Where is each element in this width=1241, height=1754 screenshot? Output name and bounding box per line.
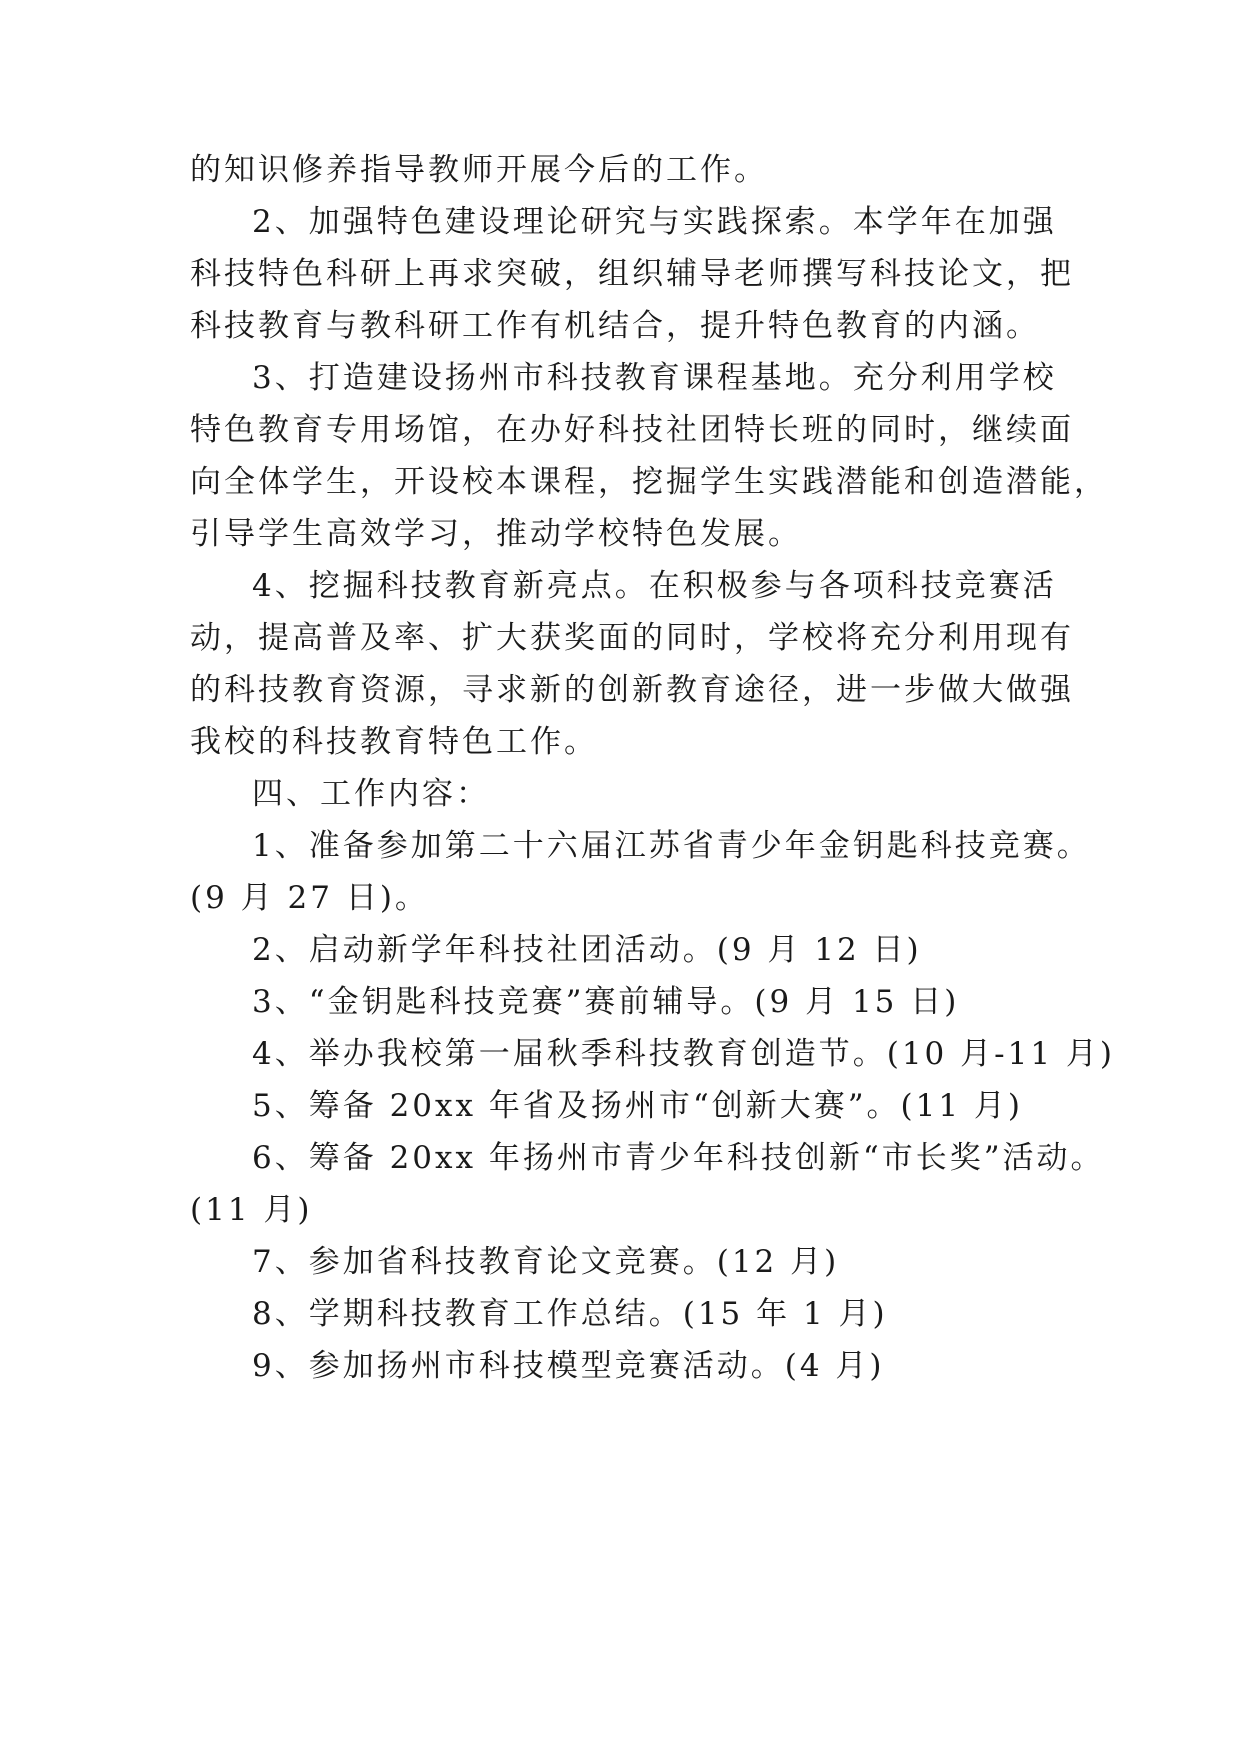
text-line-21: (11 月) <box>190 1192 313 1228</box>
text-line-12: 我校的科技教育特色工作。 <box>190 724 598 760</box>
text-line-06: 特色教育专用场馆，在办好科技社团特长班的同时，继续面 <box>190 412 1074 448</box>
text-line-03: 科技特色科研上再求突破，组织辅导老师撰写科技论文，把 <box>190 256 1074 292</box>
text-line-10: 动，提高普及率、扩大获奖面的同时，学校将充分利用现有 <box>190 620 1074 656</box>
text-line-20: 6、筹备 20xx 年扬州市青少年科技创新“市长奖”活动。 <box>252 1140 1105 1176</box>
text-line-11: 的科技教育资源，寻求新的创新教育途径，进一步做大做强 <box>190 672 1074 708</box>
section-heading: 四、工作内容： <box>252 776 490 812</box>
text-line-07: 向全体学生，开设校本课程，挖掘学生实践潜能和创造潜能， <box>190 464 1108 500</box>
text-line-02: 2、加强特色建设理论研究与实践探索。本学年在加强 <box>252 204 1057 240</box>
text-line-04: 科技教育与教科研工作有机结合，提升特色教育的内涵。 <box>190 308 1040 344</box>
text-line-19: 5、筹备 20xx 年省及扬州市“创新大赛”。(11 月) <box>252 1088 1024 1124</box>
text-line-08: 引导学生高效学习，推动学校特色发展。 <box>190 516 802 552</box>
text-line-17: 3、“金钥匙科技竞赛”赛前辅导。(9 月 15 日) <box>252 984 960 1020</box>
text-line-01: 的知识修养指导教师开展今后的工作。 <box>190 152 768 188</box>
text-line-16: 2、启动新学年科技社团活动。(9 月 12 日) <box>252 932 922 968</box>
text-line-14: 1、准备参加第二十六届江苏省青少年金钥匙科技竞赛。 <box>252 828 1091 864</box>
text-line-15: (9 月 27 日)。 <box>190 880 429 916</box>
text-line-18: 4、举办我校第一届秋季科技教育创造节。(10 月-11 月) <box>252 1036 1115 1072</box>
text-line-09: 4、挖掘科技教育新亮点。在积极参与各项科技竞赛活 <box>252 568 1057 604</box>
text-line-05: 3、打造建设扬州市科技教育课程基地。充分利用学校 <box>252 360 1057 396</box>
text-line-23: 8、学期科技教育工作总结。(15 年 1 月) <box>252 1296 888 1332</box>
text-line-22: 7、参加省科技教育论文竞赛。(12 月) <box>252 1244 840 1280</box>
text-line-24: 9、参加扬州市科技模型竞赛活动。(4 月) <box>252 1348 885 1384</box>
